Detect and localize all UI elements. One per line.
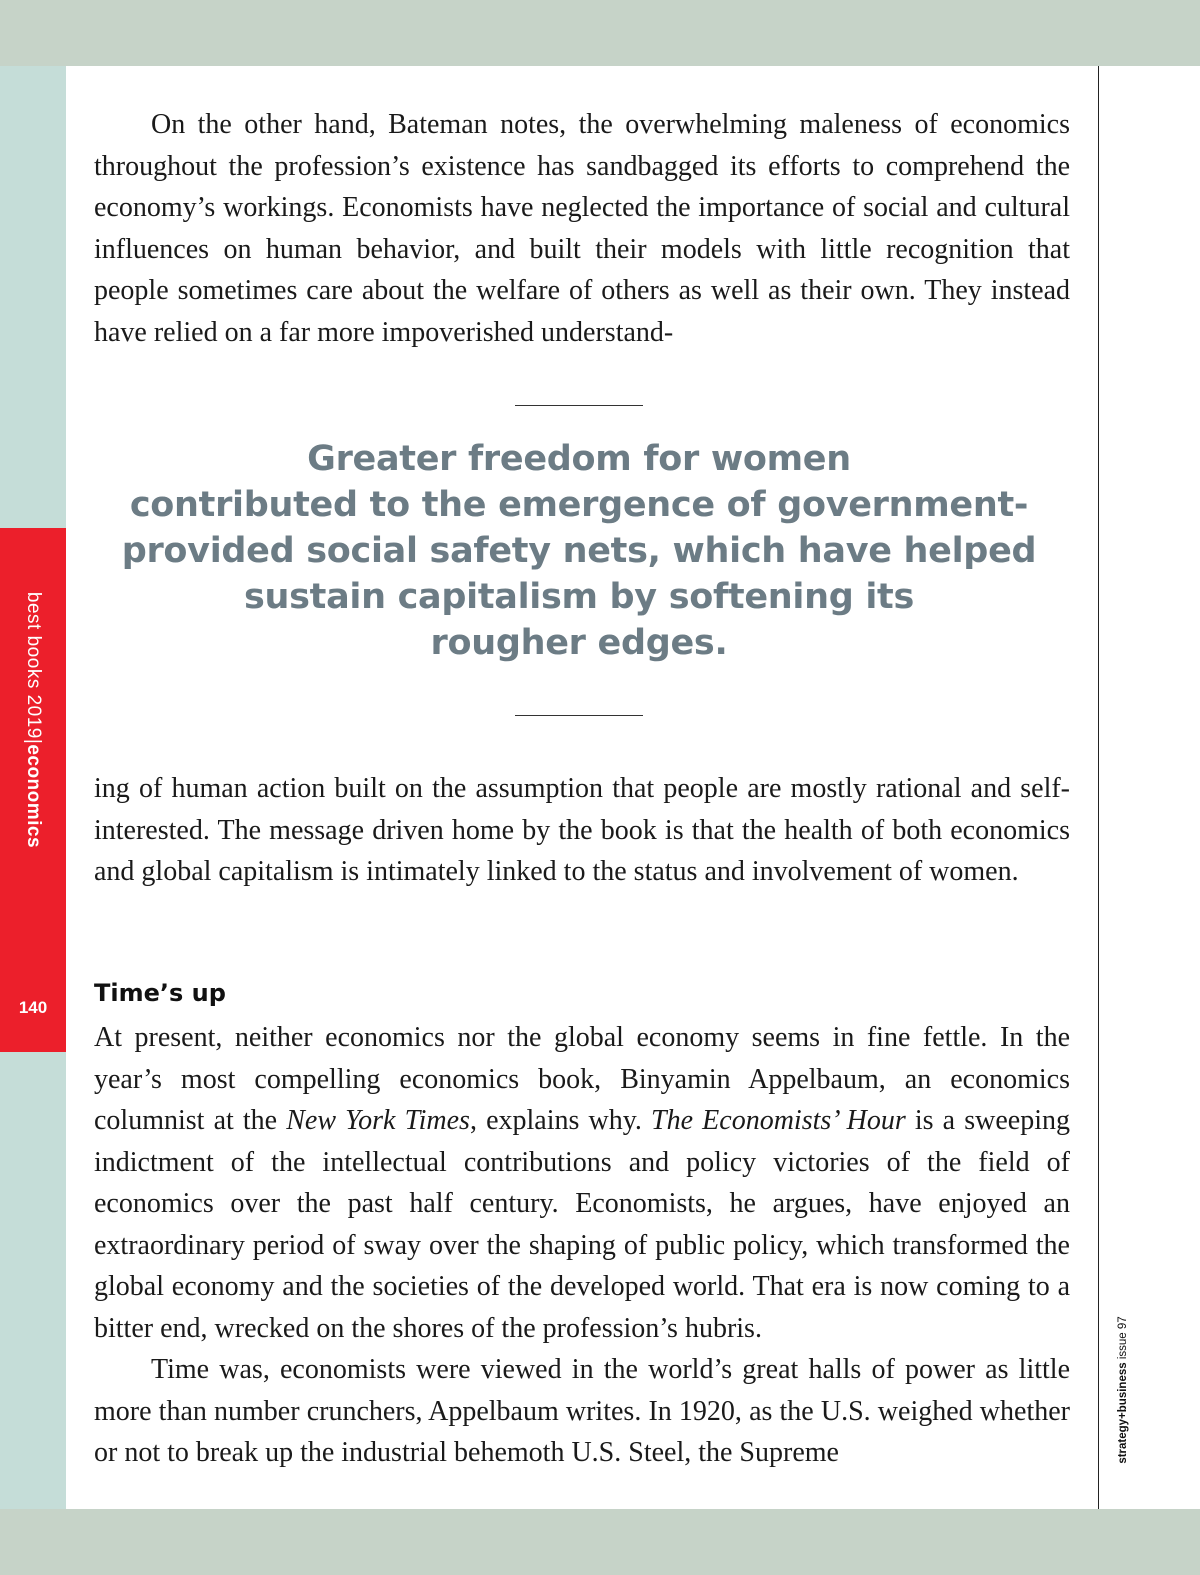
- pull-quote-line: provided social safety nets, which have helped: [121, 531, 1037, 571]
- pull-quote-rule-top: [515, 405, 643, 406]
- frame-top: [0, 0, 1200, 66]
- pull-quote-rule-bottom: [515, 715, 643, 716]
- page-number: 140: [18, 998, 48, 1017]
- issue-number: issue 97: [1117, 1316, 1129, 1360]
- paragraph-4: Time was, economists were viewed in the world’s great halls of power as little more than number crunchers, Appelbaum writes. In 1920, as the U.S. weighed whether or not to break up the industrial behemoth U.S. Steel, the Supreme: [94, 1354, 1070, 1468]
- section-label-separator: |: [23, 738, 44, 745]
- section-label: [22, 592, 44, 848]
- publication-label: [1117, 1316, 1129, 1463]
- pull-quote: [100, 436, 1058, 666]
- pull-quote-line: contributed to the emergence of government-: [129, 485, 1029, 525]
- paragraph-3-text: is a sweeping indictment of the intellectual contributions and policy victories of the field of economics over the past half century. Economists, he argues, have enjoyed an extraordinary period of sway over the shaping of public policy, which transformed the global economy and the societies of the developed world. That era is now coming to a bitter end, wrecked on the shores of the profession’s hubris.: [94, 1105, 1070, 1344]
- section-label-title: best books 2019: [23, 591, 44, 739]
- book-title: The Economists’ Hour: [651, 1105, 906, 1136]
- frame-corner-bottom: [0, 1509, 66, 1575]
- pull-quote-line: sustain capitalism by softening its: [243, 577, 915, 617]
- newspaper-title: New York Times: [286, 1105, 470, 1136]
- pull-quote-line: Greater freedom for women: [307, 439, 851, 479]
- pull-quote-line: rougher edges.: [430, 623, 728, 663]
- frame-corner-top: [0, 0, 66, 66]
- paragraph-3-text: At present, neither economics nor the global economy seems in fine fettle. In the year’s most compelling economics book, Binyamin Appelbaum, an economics columnist at the: [94, 1022, 1070, 1136]
- paragraph-2: ing of human action built on the assumption that people are mostly rational and self-interested. The message driven home by the book is that the health of both economics and global capitalism is intimately linked to the status and involvement of women.: [94, 773, 1070, 887]
- section-label-topic: economics: [23, 744, 44, 849]
- section-heading: Time’s up: [94, 979, 226, 1007]
- publication-name: strategy+business: [1117, 1362, 1129, 1464]
- paragraph-3-text: , explains why.: [469, 1105, 652, 1136]
- paragraph-3: [94, 1017, 1070, 1349]
- paragraph-1: On the other hand, Bateman notes, the overwhelming maleness of economics throughout the profession’s existence has sandbagged its efforts to comprehend the economy’s workings. Economists have neglected the importance of social and cultural influences on human behavior, and built their models with little recognition that people sometimes care about the welfare of others as well as their own. They instead have relied on a far more impoverished understand-: [94, 109, 1070, 348]
- right-margin-rule: [1098, 66, 1099, 1509]
- frame-bottom: [0, 1509, 1200, 1575]
